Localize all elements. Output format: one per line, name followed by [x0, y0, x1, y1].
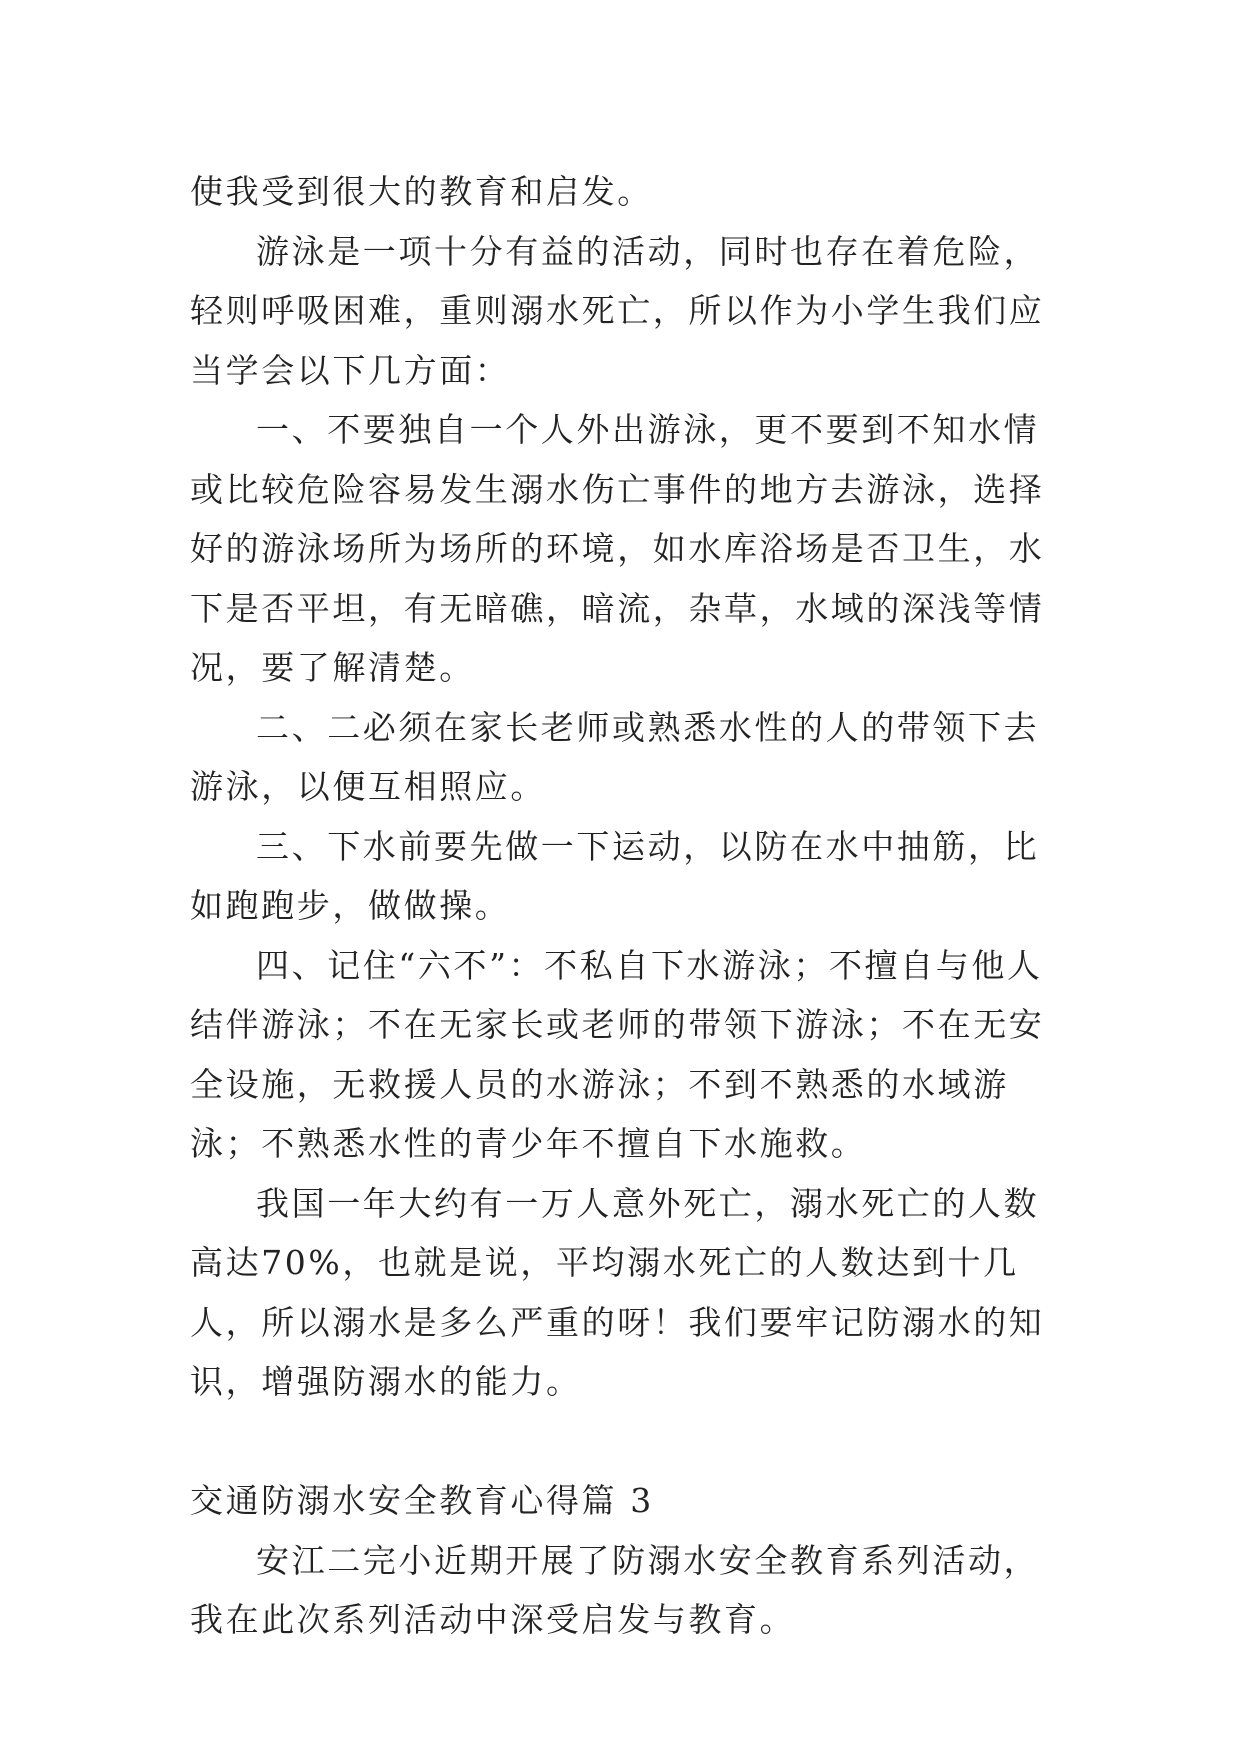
paragraph-2: 游泳是一项十分有益的活动，同时也存在着危险，轻则呼吸困难，重则溺水死亡，所以作为小学生我们应当学会以下几方面：: [190, 231, 1045, 390]
paragraph-1: 使我受到很大的教育和启发。: [190, 172, 653, 211]
paragraph-5: 三、下水前要先做一下运动，以防在水中抽筋，比如跑跑步，做做操。: [190, 826, 1040, 925]
paragraph-6: 四、记住“六不”：不私自下水游泳；不擅自与他人结伴游泳；不在无家长或老师的带领下游泳；不在无安全设施，无救援人员的水游泳；不到不熟悉的水域游泳；不熟悉水性的青少年不擅自下水施救。: [190, 945, 1045, 1163]
section-heading: 交通防溺水安全教育心得篇 3: [190, 1481, 654, 1520]
section-paragraph-1: 安江二完小近期开展了防溺水安全教育系列活动，我在此次系列活动中深受启发与教育。: [190, 1540, 1040, 1639]
paragraph-4: 二、二必须在家长老师或熟悉水性的人的带领下去游泳，以便互相照应。: [190, 707, 1040, 806]
document-body: [190, 162, 1070, 1650]
paragraph-7: 我国一年大约有一万人意外死亡，溺水死亡的人数高达70%，也就是说，平均溺水死亡的人数达到十几人，所以溺水是多么严重的呀！我们要牢记防溺水的知识，增强防溺水的能力。: [190, 1183, 1045, 1401]
paragraph-3: 一、不要独自一个人外出游泳，更不要到不知水情或比较危险容易发生溺水伤亡事件的地方去游泳，选择好的游泳场所为场所的环境，如水库浴场是否卫生，水下是否平坦，有无暗礁，暗流，杂草，水域的深浅等情况，要了解清楚。: [190, 410, 1045, 687]
